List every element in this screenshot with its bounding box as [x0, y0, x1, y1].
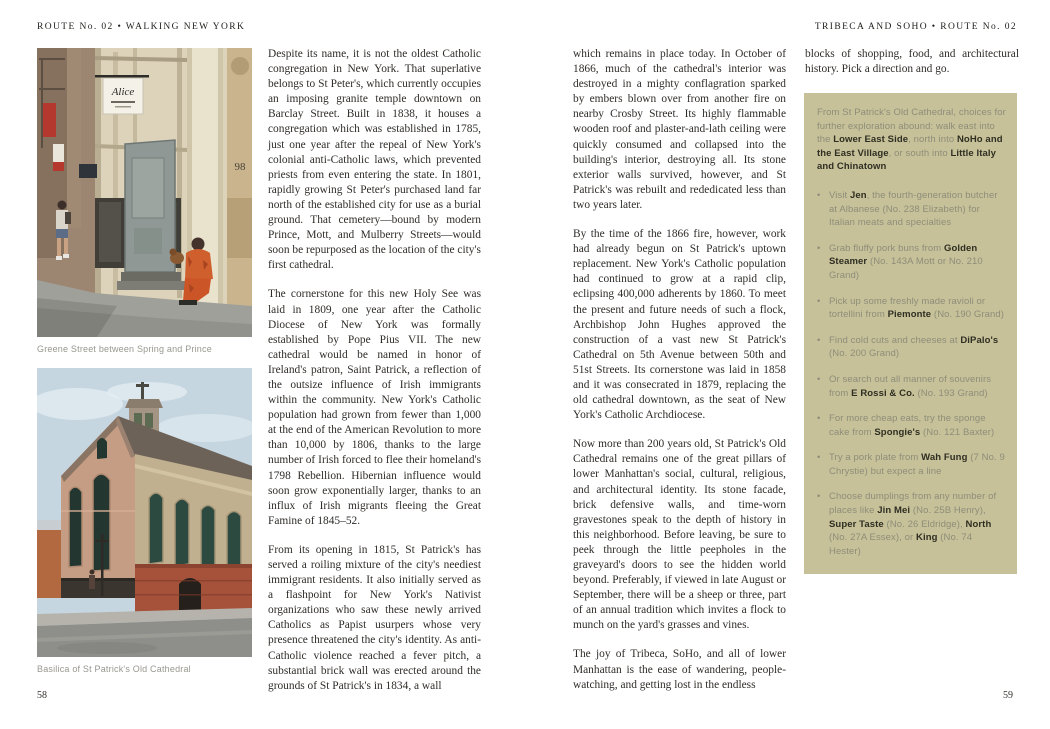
- paragraph: which remains in place today. In October of 1866, much of the cathedral's interior was destroyed in a mighty conflagration sparked by embers blown over from another fire on nearby Crosby Street. Its highly flammable wooden roof and plaster-and-lath ceiling were quickly consumed and collapsed into the building's interior, destroying all. Its stone exterior walls survived, however, and St Patrick's was rebuilt and rededicated less than two years later.: [573, 48, 786, 211]
- soho-street-illustration: [37, 48, 252, 337]
- text-segment: (No. 74 Hester): [829, 532, 973, 557]
- bold-text: Golden Steamer: [829, 242, 978, 268]
- text-segment: (No. 26 Eldridge),: [883, 518, 966, 530]
- page-number-left: 58: [37, 690, 47, 701]
- text-segment: (No. 200 Grand): [829, 348, 900, 360]
- bullet-text: [829, 451, 1006, 478]
- bullet-text: [829, 242, 1006, 283]
- sidebar-bullet-item: [817, 451, 1006, 478]
- text-column-3: [805, 47, 1019, 91]
- text-segment: Visit: [829, 189, 851, 201]
- bold-text: Jin Mei: [877, 505, 911, 517]
- bullet-text: [829, 334, 1006, 361]
- photo-caption: Greene Street between Spring and Prince: [37, 344, 212, 354]
- sidebar-bullet-item: [817, 242, 1006, 283]
- bullet-icon: •: [817, 189, 821, 201]
- text-segment: (No. 190 Grand): [931, 309, 1005, 321]
- bullet-text: [829, 295, 1006, 322]
- text-segment: (7 No. 9 Chrystie) but expect a line: [829, 452, 1005, 477]
- text-segment: (No. 27A Essex), or: [829, 532, 917, 544]
- alice-shop-sign-text: Alice: [111, 86, 135, 98]
- bullet-text: [829, 189, 1006, 230]
- text-segment: (No. 121 Baxter): [920, 426, 995, 438]
- bullet-icon: •: [817, 295, 821, 307]
- sidebar-intro: [817, 106, 1006, 174]
- text-column-2: [573, 47, 786, 707]
- text-segment: Try a pork plate from: [829, 452, 922, 464]
- bullet-icon: •: [817, 242, 821, 254]
- bullet-icon: •: [817, 413, 821, 425]
- sidebar-bullet-item: [817, 373, 1006, 400]
- bold-text: King: [916, 532, 938, 544]
- paragraph: The joy of Tribeca, SoHo, and all of lower Manhattan is the ease of wandering, people-watching, and getting lost in the endless: [573, 648, 786, 691]
- text-segment: (No. 193 Grand): [914, 387, 988, 399]
- text-segment: , the fourth-generation butcher at Albanese (No. 238 Elizabeth) for Italian meats and specialties: [829, 189, 998, 229]
- bold-text: NoHo and the East Village: [817, 134, 1003, 159]
- text-segment: , or south into: [888, 147, 951, 159]
- bullet-icon: •: [817, 491, 821, 503]
- paragraph: Despite its name, it is not the oldest Catholic congregation in New York. That superlative belongs to St Peter's, which currently occupies an imposing granite temple downtown on Barclay Street. Built in 1838, it houses a congregation which was established in 1785, just one year after the repeal of New York's colonial anti-Catholic laws, which prevented priests from even entering the state. In 1801, rapidly growing St Peter's purchased land far north of the established city for use as a burial ground. That cemetery—bound by modern Prince, Mott, and Mulberry Streets—would soon be repurposed as the location of the city's first cathedral.: [268, 48, 481, 272]
- photo-caption: Basilica of St Patrick's Old Cathedral: [37, 664, 191, 674]
- text-segment: Choose dumplings from any number of places like: [829, 491, 997, 517]
- sidebar-bullet-item: [817, 189, 1006, 230]
- bold-text: Little Italy and Chinatown: [817, 147, 997, 173]
- running-header-right: TRIBECA AND SOHO • ROUTE No. 02: [814, 22, 1017, 32]
- bold-text: Lower East Side: [833, 134, 909, 146]
- bold-text: Super Taste: [829, 518, 884, 530]
- text-segment: From St Patrick's Old Cathedral, choices for further exploration abound: walk east into the: [817, 107, 1006, 146]
- photo-greene-street: [37, 48, 252, 337]
- text-segment: , north into: [908, 134, 957, 146]
- bullet-text: [829, 490, 1006, 558]
- bold-text: E Rossi & Co.: [851, 387, 915, 399]
- sidebar-bullet-item: [817, 334, 1006, 361]
- running-header-left: ROUTE No. 02 • WALKING NEW YORK: [37, 22, 246, 32]
- text-segment: Grab fluffy pork buns from: [829, 242, 944, 254]
- paragraph: blocks of shopping, food, and architectural history. Pick a direction and go.: [805, 48, 1019, 76]
- bold-text: Spongie's: [874, 426, 921, 438]
- text-segment: Pick up some freshly made ravioli or tortellini from: [829, 295, 986, 321]
- text-segment: (No. 25B Henry),: [910, 505, 986, 517]
- basilica-illustration: [37, 368, 252, 657]
- sidebar-bullet-item: [817, 295, 1006, 322]
- text-segment: Or search out all manner of souvenirs from: [829, 373, 992, 399]
- bold-text: Wah Fung: [921, 452, 968, 464]
- bold-text: Jen: [850, 189, 867, 201]
- bold-text: Piemonte: [887, 309, 932, 321]
- photo-basilica: [37, 368, 252, 657]
- paragraph: Now more than 200 years old, St Patrick's Old Cathedral remains one of the great pillars of lower Manhattan's social, cultural, religious, and architectural identity. Its stone facade, brick defensive walls, and time-worn gravestones speak to the depth of history in this neighborhood. Before leaving, be sure to peek through the little peepholes in the graveyard's doors to see the hidden world beyond. Preferably, if viewed in late August or September, there will be a sheep or three, part of an annual tradition which invites a flock to munch on the yard's grasses and vines.: [573, 438, 786, 632]
- bold-text: DiPalo's: [960, 334, 999, 346]
- bullet-icon: •: [817, 452, 821, 464]
- page-number-right: 59: [1003, 690, 1013, 701]
- bullet-icon: •: [817, 373, 821, 385]
- paragraph: The cornerstone for this new Holy See was laid in 1809, one year after the Catholic Diocese of New York was formally established by Pope Pius VII. The new cathedral would be named in honor of Ireland's patron, Saint Patrick, a reflection of the outsize influence of Irish immigrants within the community. New York's Catholic population had grown from fewer than 1,000 at the end of the American Revolution to more than 10,000 by 1806, thanks to the large number of Irish forced to flee their homeland's 1798 Rebellion. Hibernian influence would soon grow exponentially larger, thanks to an influx of Irish migrants fleeing the Great Famine of 1845–52.: [268, 288, 481, 527]
- bullet-text: [829, 412, 1006, 439]
- bullet-icon: •: [817, 334, 821, 346]
- sidebar-bullet-item: [817, 412, 1006, 439]
- paragraph: By the time of the 1866 fire, however, work had already begun on St Patrick's uptown replacement. New York's Catholic population had continued to grow at a rapid clip, eclipsing 400,000 adherents by 1860. To meet the present and future needs of such a flock, Archbishop John Hughes approved the construction of a vast new St Patrick's Cathedral on 5th Avenue between 50th and 51st Streets. Its cornerstone was laid in 1858 and it was consecrated in 1879, replacing the old cathedral downtown, as the seat of New York's Catholic Archdiocese.: [573, 228, 786, 422]
- sidebar-bullet-item: [817, 490, 1006, 558]
- tips-sidebar: [804, 93, 1017, 574]
- sidebar-bullet-list: [817, 189, 1006, 558]
- building-number-text: 98: [234, 161, 246, 173]
- text-segment: (No. 143A Mott or No. 210 Grand): [829, 256, 983, 281]
- paragraph: From its opening in 1815, St Patrick's has served a roiling mixture of the city's neediest immigrant residents. It also initially served as a flashpoint for New York's Nativist organizations who saw these newly arrived Catholics as Papist usurpers whose very presence threatened the city's identity. As anti-Catholic violence reached a fever pitch, a substantial brick wall was erected around the grounds of St Patrick's in 1834, a wall: [268, 543, 481, 692]
- text-column-1: [268, 47, 481, 708]
- text-segment: Find cold cuts and cheeses at: [829, 334, 961, 346]
- text-segment: For more cheap eats, try the sponge cake from: [829, 413, 986, 438]
- bullet-text: [829, 373, 1006, 400]
- bold-text: North: [965, 518, 992, 530]
